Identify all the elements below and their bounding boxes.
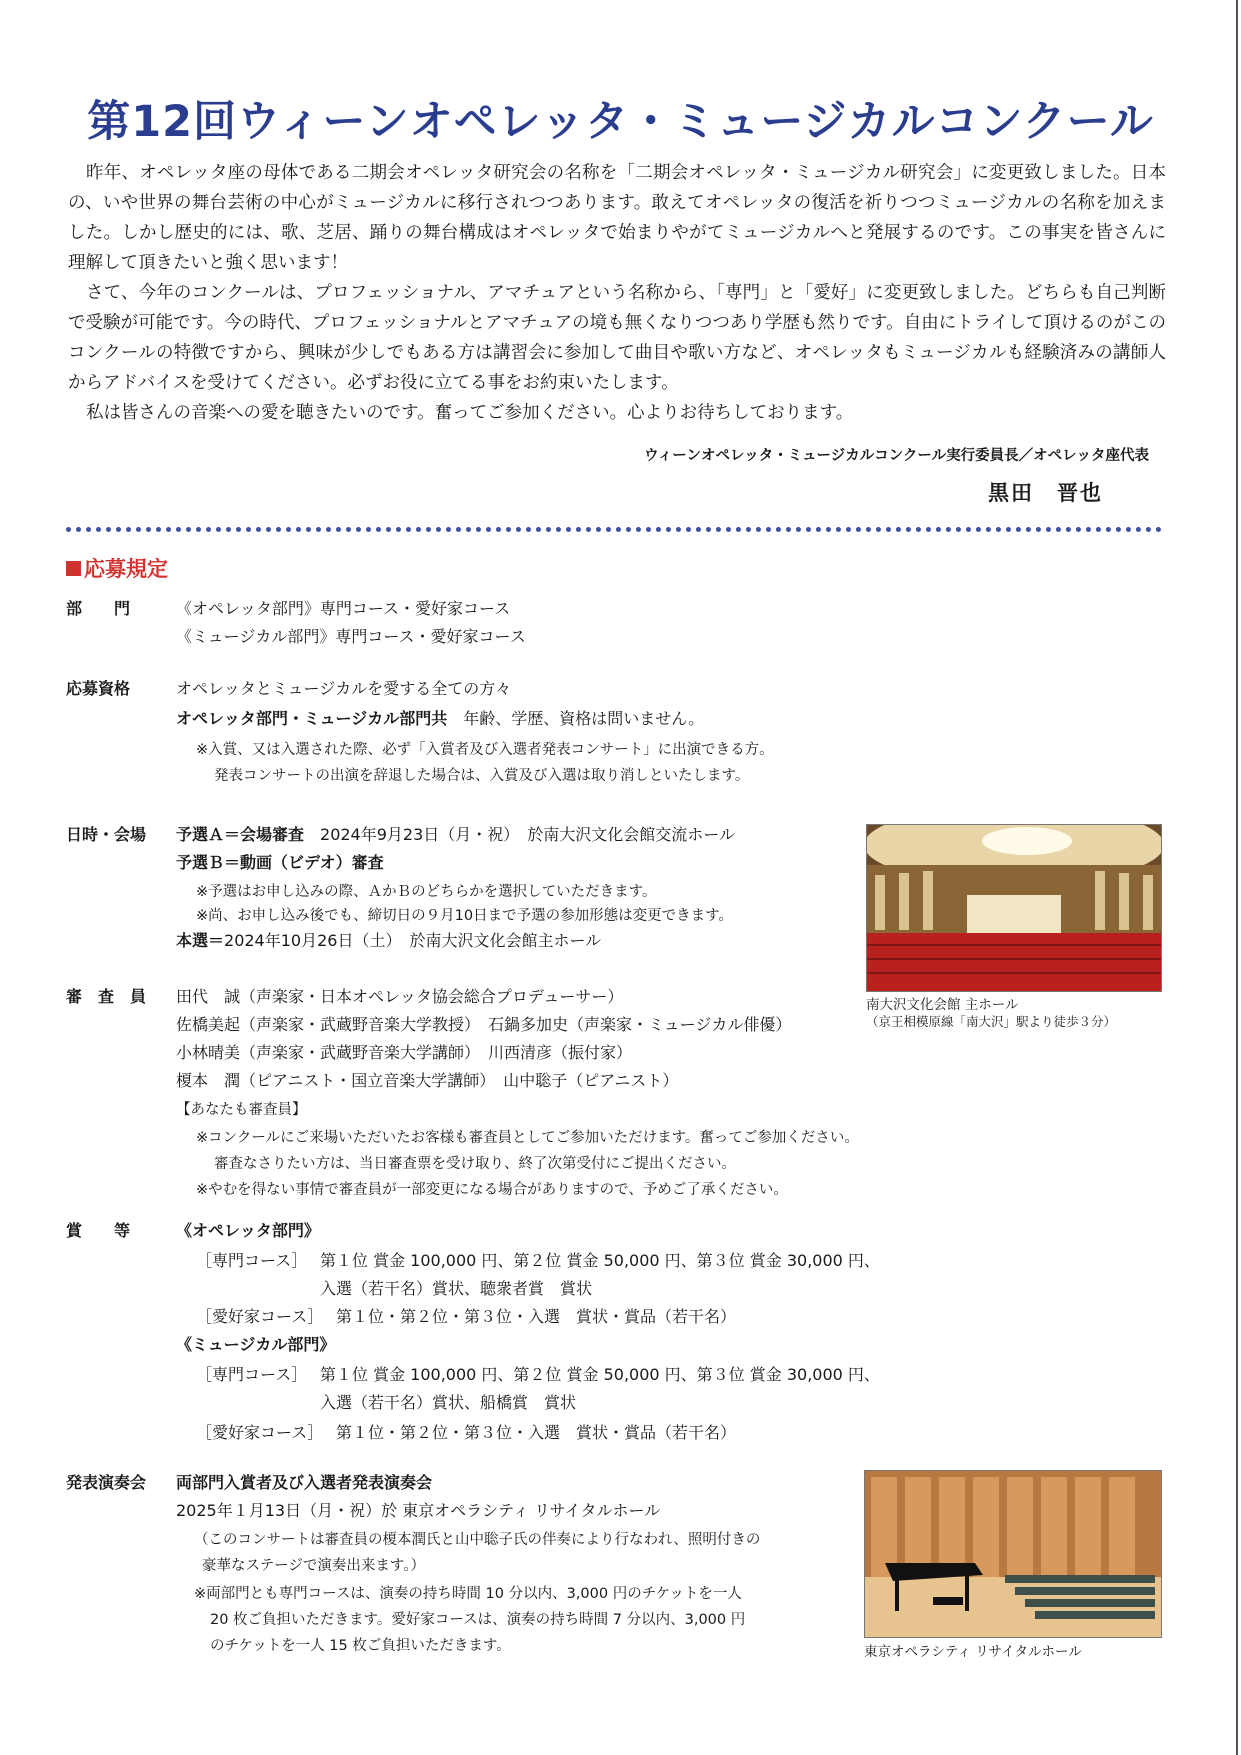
eligibility-bold: オペレッタ部門・ミュージカル部門共 xyxy=(176,709,448,728)
judges-subheading: 【あなたも審査員】 xyxy=(176,1102,307,1118)
label-concert: 発表演奏会 xyxy=(66,1473,147,1492)
schedule-final-detail: 2024年10月26日（土） 於南大沢文化会館主ホール xyxy=(224,931,602,950)
judges-line-1: 田代 誠（声楽家・日本オペレッタ協会総合プロデューサー） xyxy=(176,987,624,1006)
prizes-mu-am-tag: ［愛好家コース］ xyxy=(196,1423,324,1442)
concert-hall-illustration xyxy=(867,825,1161,991)
schedule-final: 本選＝ xyxy=(176,931,225,950)
hall-photo-minamiosawa xyxy=(866,824,1162,992)
intro-paragraph-2: さて、今年のコンクールは、プロフェッショナル、アマチュアという名称から、「専門」と「愛好」に変更致しました。どちらも自己判断で受験が可能です。今の時代、プロフェッショナルとアマチュアの境も無くなりつつあり学歴も然りです。自由にトライして頂けるのがこのコンクールの特徴ですから、興味が少しでもある方は講習会に参加して曲目や歌い方など、オペレッタもミュージカルも経験済みの講師人からアドバイスを受けてください。必ずお役に立てる事をお約束いたします。 xyxy=(68,283,1166,393)
schedule-note-1: ※予選はお申し込みの際、ＡかＢのどちらかを選択していただきます。 xyxy=(196,884,657,900)
prizes-op-pro-line-2: 入選（若干名）賞状、聴衆者賞 賞状 xyxy=(320,1279,593,1298)
prizes-op-am-line: 第１位・第２位・第３位・入選 賞状・賞品（若干名） xyxy=(336,1307,737,1326)
prizes-mu-pro-line-1: 第１位 賞金 100,000 円、第２位 賞金 50,000 円、第３位 賞金 30,000 円、 xyxy=(320,1365,880,1384)
eligibility-line-1: オペレッタとミュージカルを愛する全ての方々 xyxy=(176,679,512,698)
signature-role: ウィーンオペレッタ・ミュージカルコンクール実行委員長／オペレッタ座代表 xyxy=(644,447,1149,464)
judges-line-4: 榎本 潤（ピアニスト・国立音楽大学講師） 山中聡子（ピアニスト） xyxy=(176,1071,679,1090)
dotted-divider xyxy=(66,527,1162,532)
label-schedule: 日時・会場 xyxy=(66,825,147,844)
concert-note-5: のチケットを一人 15 枚ご負担いただきます。 xyxy=(210,1638,511,1654)
section-heading xyxy=(66,553,168,583)
concert-line-1: 両部門入賞者及び入選者発表演奏会 xyxy=(176,1473,433,1492)
schedule-line-3 xyxy=(176,928,601,951)
judges-note-2: 審査なさりたい方は、当日審査票を受け取り、終了次第受付にご提出ください。 xyxy=(214,1156,736,1172)
schedule-line-1 xyxy=(176,822,735,845)
schedule-line-2: 予選Ｂ＝動画（ビデオ）審査 xyxy=(176,853,384,872)
prizes-operetta-heading: 《オペレッタ部門》 xyxy=(176,1221,320,1240)
hall-1-access: （京王相模原線「南大沢」駅より徒歩３分） xyxy=(866,1014,1117,1029)
eligibility-note-1: ※入賞、又は入選された際、必ず「入賞者及び入選者発表コンサート」に出演できる方。 xyxy=(196,742,774,758)
signature-name: 黒田 晋也 xyxy=(988,480,1103,505)
schedule-prelim-a: 予選Ａ＝会場審査 xyxy=(176,825,305,844)
concert-note-3: ※両部門とも専門コースは、演奏の持ち時間 10 分以内、3,000 円のチケットを一人 xyxy=(194,1586,742,1602)
judges-note-3: ※やむを得ない事情で審査員が一部変更になる場合がありますので、予めご了承ください。 xyxy=(196,1182,788,1198)
concert-line-2: 2025年１月13日（月・祝）於 東京オペラシティ リサイタルホール xyxy=(176,1501,661,1520)
concert-note-4: 20 枚ご負担いただきます。愛好家コースは、演奏の持ち時間 7 分以内、3,000 円 xyxy=(210,1612,746,1628)
judges-note-1: ※コンクールにご来場いただいたお客様も審査員としてご参加いただけます。奮ってご参加ください。 xyxy=(196,1130,859,1146)
red-square-icon xyxy=(66,561,81,576)
hall-photo-opera-city xyxy=(864,1470,1162,1638)
prizes-mu-pro-line-2: 入選（若干名）賞状、船橋賞 賞状 xyxy=(320,1393,577,1412)
prizes-op-pro-line-1: 第１位 賞金 100,000 円、第２位 賞金 50,000 円、第３位 賞金 30,000 円、 xyxy=(320,1251,880,1270)
concert-note-2: 豪華なステージで演奏出来ます。） xyxy=(202,1558,426,1574)
eligibility-rest: 年齢、学歴、資格は問いません。 xyxy=(447,709,705,728)
hall-1-caption: 南大沢文化会館 主ホール xyxy=(866,997,1019,1013)
divisions-line-2: 《ミュージカル部門》専門コース・愛好家コース xyxy=(176,627,526,646)
label-judges: 審 査 員 xyxy=(66,987,147,1006)
label-eligibility: 応募資格 xyxy=(66,679,131,698)
label-divisions: 部 門 xyxy=(66,599,131,618)
page-title: 第12回ウィーンオペレッタ・ミュージカルコンクール xyxy=(87,97,1154,147)
intro-text xyxy=(68,158,1166,428)
eligibility-note-2: 発表コンサートの出演を辞退した場合は、入賞及び入選は取り消しといたします。 xyxy=(214,768,750,784)
prizes-mu-pro-tag: ［専門コース］ xyxy=(196,1365,308,1384)
schedule-prelim-a-detail: 2024年9月23日（月・祝） 於南大沢文化会館交流ホール xyxy=(304,825,735,844)
intro-paragraph-1: 昨年、オペレッタ座の母体である二期会オペレッタ研究会の名称を「二期会オペレッタ・ミュージカル研究会」に変更致しました。日本の、いや世界の舞台芸術の中心がミュージカルに移行されつつあります。敢えてオペレッタの復活を祈りつつミュージカルの名称を加えました。しかし歴史的には、歌、芝居、踊りの舞台構成はオペレッタで始まりやがてミュージカルへと発展するのです。この事実を皆さんに理解して頂きたいと強く思います！ xyxy=(68,163,1166,273)
page-edge-line xyxy=(1236,0,1238,1755)
hall-2-caption: 東京オペラシティ リサイタルホール xyxy=(864,1644,1082,1660)
schedule-note-2: ※尚、お申し込み後でも、締切日の９月10日まで予選の参加形態は変更できます。 xyxy=(196,908,733,924)
prizes-op-am-tag: ［愛好家コース］ xyxy=(196,1307,324,1326)
label-prizes: 賞 等 xyxy=(66,1221,131,1240)
concert-note-1: （このコンサートは審査員の榎本潤氏と山中聡子氏の伴奏により行なわれ、照明付きの xyxy=(194,1532,761,1548)
divisions-line-1: 《オペレッタ部門》専門コース・愛好家コース xyxy=(176,599,511,618)
prizes-op-pro-tag: ［専門コース］ xyxy=(196,1251,308,1270)
recital-hall-illustration xyxy=(865,1471,1161,1637)
intro-paragraph-3: 私は皆さんの音楽への愛を聴きたいのです。奮ってご参加ください。心よりお待ちしております。 xyxy=(86,403,854,423)
eligibility-line-2 xyxy=(176,706,704,729)
section-heading-text: 応募規定 xyxy=(84,557,168,581)
judges-line-3: 小林晴美（声楽家・武蔵野音楽大学講師） 川西清彦（振付家） xyxy=(176,1043,633,1062)
prizes-mu-am-line: 第１位・第２位・第３位・入選 賞状・賞品（若干名） xyxy=(336,1423,737,1442)
judges-line-2: 佐橋美起（声楽家・武蔵野音楽大学教授） 石鍋多加史（声楽家・ミュージカル俳優） xyxy=(176,1015,792,1034)
prizes-musical-heading: 《ミュージカル部門》 xyxy=(176,1335,336,1354)
